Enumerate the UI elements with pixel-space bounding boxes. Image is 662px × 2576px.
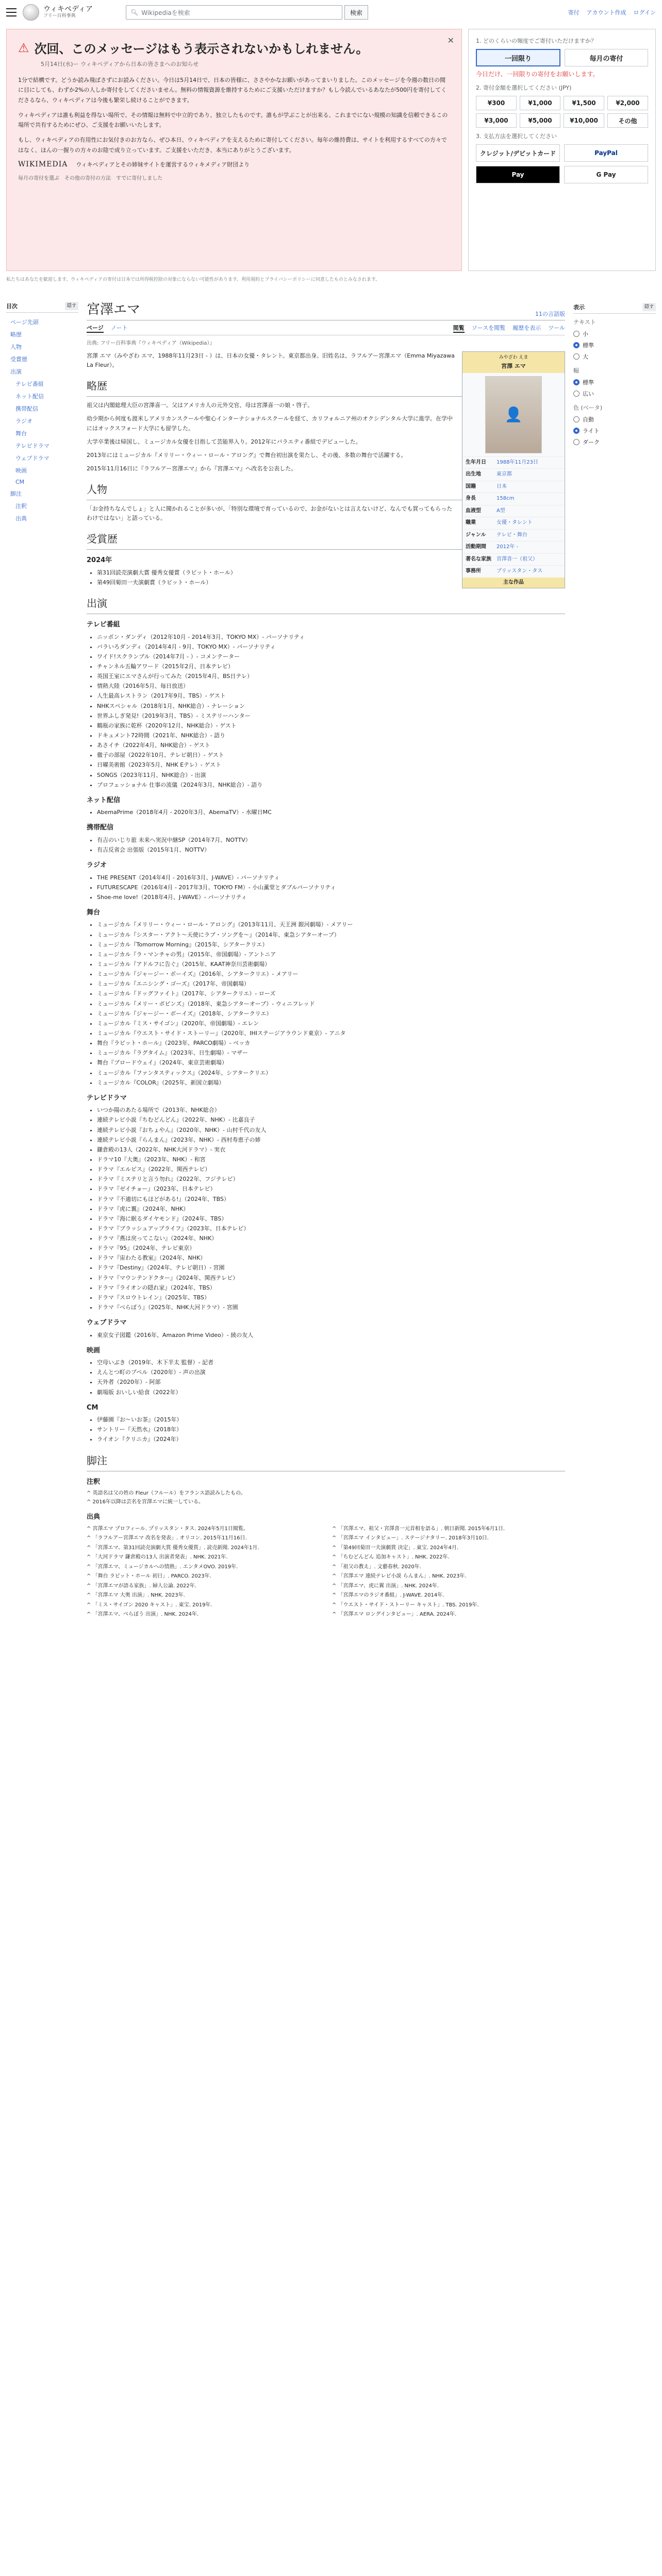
close-icon[interactable]: ✕ [447,36,454,45]
subsection-heading: 出典 [87,1513,101,1521]
article-content [87,351,565,1620]
list-item[interactable]: • ドラマ『不適切にもほどがある!』（2024年、TBS） [97,1195,565,1204]
list-item[interactable]: • 東京女子図鑑（2016年、Amazon Prime Video）- 綾の友人 [97,1331,565,1340]
paragraph: 「お金持ちなんでしょ」と人に聞かれることが多いが、「特別な環境で育っているので、お金がないとは言えないけど、なんでも買ってもらったわけではない」と語っている。 [87,505,453,522]
donation-legal-note: 私たちはあなたを歓迎します。ウィキペディアの寄付は日本では所得税控除の対象にならない可能性があります。利用規約とプライバシーポリシーに同意したものとみなされます。 [6,277,380,282]
toc-hide-button[interactable]: 隠す [65,302,78,310]
radio-small[interactable]: 小 [573,328,656,340]
list-item[interactable]: • ドラマ『マウンテンドクター』（2024年、関西テレビ） [97,1274,565,1283]
reference-item[interactable]: ^ 「舞台 ラビット・ホール 初日」. PARCO. 2023年. [87,1573,211,1579]
width-label: 幅 [573,367,579,374]
list-item[interactable]: • ドラマ10『大奥』（2023年、NHK）- 和宮 [97,1155,565,1164]
list-item[interactable]: • ドキュメント72時間（2021年、NHK総合）- 語り [97,731,565,740]
lead-paragraph: 宮澤 エマ（みやざわ エマ、1988年11月23日 - ）は、日本の女優・タレント。東京都出身。旧姓名は、ラフルアー宮澤エマ（Emma Miyazawa La Fleur）。 [87,352,455,369]
section-heading: 人物 [87,482,565,500]
list-item[interactable]: • ライオン『クリニカ』（2024年） [97,1435,565,1444]
toc-subitem[interactable]: ラジオ [15,418,32,425]
reference-item[interactable]: ^ 「ウエスト・サイド・ストーリー キャスト」. TBS. 2019年. [332,1602,479,1608]
toc-item[interactable]: 人物 [10,344,22,350]
radio-light[interactable]: ライト [573,425,656,436]
fundraising-banner [6,29,462,271]
toc-subitem[interactable]: 映画 [15,467,27,474]
tab-read[interactable]: 閲覧 [453,324,465,333]
list-item[interactable]: • チャンネル五輪アワード（2015年2月、日本テレビ） [97,662,565,671]
frequency-question: 1. どのくらいの頻度でご寄付いただけますか？ [476,38,597,44]
reference-item[interactable]: ^ 「第49回菊田一夫演劇賞 決定」. 東宝. 2024年4月. [332,1545,459,1551]
toc-subitem[interactable]: テレビ番組 [15,381,44,387]
subsection-heading: 舞台 [87,908,101,917]
reference-item[interactable]: ^ 「大河ドラマ 鎌倉殿の13人 出演者発表」. NHK. 2021年. [87,1554,228,1560]
list-item[interactable]: • ドラマ『虎に翼』（2024年、NHK） [97,1205,565,1214]
infobox-value[interactable]: テレビ・舞台 [496,532,527,538]
infobox-key: 職業 [466,520,476,526]
tab-talk[interactable]: ノート [110,325,128,331]
list-item[interactable]: • 徹子の部屋（2022年10月、テレビ朝日）- ゲスト [97,751,565,760]
one-time-note: 今日だけ、一回限りの寄付をお願いします。 [476,71,599,78]
list-item[interactable]: • ミュージカル『Tomorrow Morning』（2015年、シアタークリエ） [97,940,565,950]
list-item[interactable]: • THE PRESENT（2014年4月 - 2016年3月、J-WAVE）- パーソナリティ [97,873,565,883]
tab-page[interactable]: ページ [87,324,104,333]
amount-option[interactable]: ¥2,000 [607,96,648,110]
list-item[interactable]: • Shoe-me love!（2018年4月、J-WAVE）- パーソナリティ [97,893,565,902]
list-item[interactable]: • えんとつ町のプペル（2020年）- 声の出演 [97,1368,565,1377]
banner-paragraph: 1分で結構です。どうか読み飛ばさずにお読みください。今日は5月14日で、日本の皆様に、ささやかなお願いがあってまいりました。このメッセージを今週の数日の間に目にしても、わずか2%の人しか寄付をしてくださいません。無料の情報資源を維持するためにご支援いただけますか？もし今読んでいるあなたが500円を寄付してくださるなら、ウィキペディアは今後も繁栄し続けることができます。 [18,77,447,104]
item-list [87,836,565,855]
infobox-kana: みやざわ えま [499,355,528,360]
list-item[interactable]: • 有吉のいじり旅 未来へ実況中継SP（2014年7月、NOTTV） [97,836,565,845]
infobox-key: 出生地 [466,471,481,478]
toc-item[interactable]: ページ先頭 [10,319,39,326]
appearance-hide-button[interactable]: 隠す [642,303,656,311]
list-item[interactable]: • ドラマ『ミステリと言う勿れ』（2022年、フジテレビ） [97,1175,565,1184]
list-item[interactable]: • 舞台『ブロードウェイ』（2024年、東京芸術劇場） [97,1058,565,1067]
list-item[interactable]: • 鶴瓶の家族に乾杯（2020年12月、NHK総合）- ゲスト [97,721,565,731]
list-item[interactable]: • 人生最高レストラン（2017年9月、TBS）- ゲスト [97,691,565,701]
reference-item[interactable]: ^ 「宮澤エマ、虎に翼 出演」. NHK. 2024年. [332,1583,439,1589]
radio-dark[interactable]: ダーク [573,436,656,448]
list-item[interactable]: • ドラマ『海に眠るダイヤモンド』（2024年、TBS） [97,1214,565,1224]
infobox-row [462,553,565,566]
appearance-sidebar [573,299,656,448]
wikimedia-logo: WIKIMEDIA [18,160,68,168]
list-item[interactable]: • バラいろダンディ（2014年4月 - 9月、TOKYO MX）- パーソナリティ [97,642,565,652]
donate-panel [468,29,656,271]
list-item[interactable]: • ドラマ『宙わたる教室』（2024年、NHK） [97,1253,565,1263]
infobox-row [462,517,565,529]
infobox-key: 生年月日 [466,459,486,465]
list-item[interactable]: • 英国王室にエマさんが行ってみた（2015年4月、BS日テレ） [97,672,565,681]
article [87,299,565,1620]
list-item[interactable]: • ミュージカル『ジャージー・ボーイズ』（2016年、シアタークリエ）- メアリー [97,970,565,979]
list-item[interactable]: • ドラマ『燕は戻ってこない』（2024年、NHK） [97,1234,565,1243]
one-time-option[interactable]: 一回限り [476,49,560,66]
site-logo[interactable] [23,4,115,21]
radio-width-wide[interactable]: 広い [573,388,656,399]
list-item[interactable]: • 空母いぶき（2019年、木下半太 監督）- 記者 [97,1358,565,1367]
search-input[interactable] [126,5,342,20]
wikipedia-globe-icon [23,4,39,21]
paypal-button[interactable]: PayPal [564,144,648,162]
tab-view-source[interactable]: ソースを閲覧 [471,325,506,331]
infobox-value[interactable]: A型 [496,507,505,514]
banner-title: 次回、このメッセージはもう表示されないかもしれません。 [34,42,369,56]
toc-subitem[interactable]: CM [15,479,25,485]
subsection-heading: ラジオ [87,861,107,870]
list-item[interactable]: • ドラマ『ブラッシュアップライフ』（2023年、日本テレビ） [97,1224,565,1233]
toc-subitem[interactable]: ウェブドラマ [15,455,49,462]
hamburger-menu-icon[interactable] [6,8,16,16]
page-title: 宮澤エマ [87,302,141,317]
subsection-heading: CM [87,1403,98,1412]
donate-link[interactable]: 寄付 [568,9,580,16]
item-list [87,873,565,902]
reference-item[interactable]: ^ 「宮澤エマのラジオ番組」. J-WAVE. 2014年. [332,1592,444,1598]
list-item[interactable]: • ワイド!スクランブル（2014年7月 - ）- コメンテーター [97,652,565,662]
list-item[interactable]: • 連続テレビ小説『ちむどんどん』（2022年、NHK）- 比嘉良子 [97,1115,565,1125]
infobox-key: 事務所 [466,568,481,574]
paragraph: 大学卒業後は帰国し、ミュージカル女優を目指して芸能界入り。2012年にバラエティ番組でデビューした。 [87,438,361,445]
toc-subitem[interactable]: 携帯配信 [15,405,38,412]
list-item[interactable]: • 連続テレビ小説『らんまん』（2023年、NHK）- 西村寿恵子の姉 [97,1136,565,1145]
list-item[interactable]: • NHKスペシャル（2018年1月、NHK総合）- ナレーション [97,702,565,711]
reference-item[interactable]: ^ 「ラフルアー宮澤エマ 改名を発表」. オリコン. 2015年11月16日. [87,1535,247,1541]
amount-option[interactable]: ¥1,500 [564,96,604,110]
search-icon: 🔍︎ [130,9,139,16]
list-item[interactable]: • ドラマ『エルピス』（2022年、関西テレビ） [97,1165,565,1174]
toc-subitem[interactable]: ネット配信 [15,393,44,400]
item-list [87,920,565,1087]
alert-icon: ⚠ [18,40,29,55]
list-item[interactable]: • ドラマ『スロウトレイン』（2025年、TBS） [97,1293,565,1302]
list-item[interactable]: • ミュージカル『ラ・マンチャの男』（2015年、帝国劇場）- アントニア [97,950,565,959]
infobox-row [462,529,565,541]
list-item[interactable]: • あさイチ（2022年4月、NHK総合）- ゲスト [97,741,565,750]
toc-item[interactable]: 出演 [10,368,22,375]
list-item[interactable]: • プロフェッショナル 仕事の流儀（2024年3月、NHK総合）- 語り [97,781,565,790]
infobox-value[interactable]: 東京都 [496,471,512,478]
list-item[interactable]: • ミュージカル『メリー・ポピンズ』（2018年、東急シアターオーブ）- ウィニフレッド [97,999,565,1009]
list-item[interactable]: • ニッポン・ダンディ（2012年10月 - 2014年3月、TOKYO MX）- パーソナリティ [97,633,565,642]
toc-item[interactable]: 脚注 [10,490,22,497]
search-placeholder: Wikipediaを検索 [141,9,190,16]
list-item[interactable]: • ドラマ『ライオンの隠れ家』（2024年、TBS） [97,1283,565,1293]
list-item[interactable]: • ミュージカル『アドルフに告ぐ』（2015年、KAAT神奈川芸術劇場） [97,960,565,969]
amount-option[interactable]: ¥5,000 [520,113,560,128]
infobox-value[interactable]: 2012年 - [496,544,519,550]
top-header [0,0,662,25]
reference-item[interactable]: ^ 「ミス・サイゴン 2020 キャスト」. 東宝. 2019年. [87,1602,212,1608]
list-item[interactable]: • 劇場版 おいしい給食（2022年） [97,1388,565,1397]
list-item[interactable]: • ミュージカル『シスター・アクト〜天使にラブ・ソングを〜』（2014年、東急シアターオーブ） [97,930,565,940]
item-list [87,808,565,817]
infobox-key: ジャンル [466,532,486,538]
list-item[interactable]: • 第31回読売演劇大賞 優秀女優賞（ラビット・ホール） [97,568,565,578]
radio-width-standard[interactable]: 標準 [573,377,656,388]
item-list [87,1358,565,1397]
list-item[interactable]: • 舞台『ラビット・ホール』（2023年、PARCO劇場）- ベッカ [97,1039,565,1048]
paragraph: 祖父は内閣総理大臣の宮澤喜一。父はアメリカ人の元外交官、母は宮澤喜一の娘・啓子。 [87,402,313,409]
language-button[interactable]: 11の言語版 [535,311,565,317]
color-label: 色 (ベータ) [573,404,603,411]
paragraph: 2013年にはミュージカル『メリリー・ウィー・ロール・アロング』で舞台初出演を果たし、その後、多数の舞台で活躍する。 [87,451,407,459]
infobox-key: 活動期間 [466,544,486,550]
list-item[interactable]: • 伊藤園『お〜いお茶』（2015年） [97,1415,565,1425]
list-item[interactable]: • 情熱大陸（2016年5月、毎日放送） [97,682,565,691]
radio-auto[interactable]: 自動 [573,414,656,425]
section-heading: 略歴 [87,378,565,397]
list-item[interactable]: • SONGS（2023年11月、NHK総合）- 出演 [97,771,565,780]
amount-other-option[interactable]: その他 [607,113,648,128]
search-button[interactable]: 検索 [344,5,368,20]
reference-item[interactable]: ^ 「宮澤エマ、祖父・宮澤喜一元首相を語る」. 朝日新聞. 2015年6月1日. [332,1526,505,1532]
amount-question: 2. 寄付金額を選択してください (JPY) [476,84,572,91]
infobox-value[interactable]: 1988年11月23日 [496,459,538,465]
reference-item[interactable]: ^ 「祖父の教え」. 文藝春秋. 2020年. [332,1564,421,1570]
list-item[interactable]: • 連続テレビ小説『おちょやん』（2020年、NHK）- 山村千代の友人 [97,1126,565,1135]
subsection-heading: 2024年 [87,556,112,565]
monthly-option[interactable]: 毎月の寄付 [565,49,648,66]
radio-standard[interactable]: 標準 [573,340,656,351]
subsection-heading: テレビ番組 [87,621,120,629]
infobox-row [462,456,565,469]
list-item[interactable]: • ミュージカル『ミス・サイゴン』（2020年、帝国劇場）- エレン [97,1019,565,1028]
amount-option[interactable]: ¥300 [476,96,517,110]
infobox-row [462,565,565,578]
page-tabs [87,324,565,335]
infobox-row [462,481,565,493]
banner-logo-note: ウィキペディアとその姉妹サイトを運営するウィキメディア財団より [76,161,250,168]
infobox-row [462,468,565,481]
infobox-value[interactable]: 日本 [496,483,507,489]
subsection-heading: 注釈 [87,1478,101,1486]
subsection-heading: ネット配信 [87,796,121,804]
infobox-key: 血液型 [466,507,481,514]
card-payment-button[interactable]: クレジット/デビットカード [476,144,560,162]
list-item[interactable]: • ドラマ『ゼイチョー』（2023年、日本テレビ） [97,1184,565,1194]
site-tagline: フリー百科事典 [43,13,76,19]
list-item[interactable]: • サントリー『天然水』（2018年） [97,1425,565,1434]
toc-subitem[interactable]: 出典 [15,515,27,522]
section-heading: 脚注 [87,1453,565,1471]
infobox-works-heading: 主な作品 [462,578,565,588]
banner-subtitle: 5月14日(水)ー ウィキペディアから日本の皆さまへのお知らせ [41,61,199,67]
infobox-value[interactable]: 宮澤喜一（祖父） [496,556,538,562]
tab-history[interactable]: 履歴を表示 [512,325,541,331]
paragraph: 2015年11月16日に『ラフルアー宮澤エマ』から『宮澤エマ』へ改名を公表した。 [87,465,297,472]
reference-item[interactable]: ^ 宮澤エマ プロフィール. プリッスタン・タス. 2024年5月1日閲覧。 [87,1526,249,1532]
reference-item[interactable]: ^ 「宮澤エマ、第31回読売演劇大賞 優秀女優賞」. 読売新聞. 2024年1月. [87,1545,259,1551]
google-pay-button[interactable]: G Pay [564,166,648,183]
user-links [568,8,656,16]
subsection-heading: 携帯配信 [87,824,114,832]
section-heading: 受賞歴 [87,531,565,550]
reference-item[interactable]: ^ 「宮澤エマ、ミュージカルへの情熱」. エンタメOVO. 2019年. [87,1564,238,1570]
section-heading: 出演 [87,596,565,614]
apple-pay-button[interactable]: Pay [476,166,560,183]
list-item[interactable]: • 天外者（2020年）- 阿部 [97,1378,565,1387]
reference-item[interactable]: ^ 「ちむどんどん 追加キャスト」. NHK. 2022年. [332,1554,450,1560]
reference-item[interactable]: ^ 「宮澤エマ 連続テレビ小説 らんまん」. NHK. 2023年. [332,1573,467,1579]
list-item[interactable]: • ドラマ『Destiny』（2024年、テレビ朝日）- 宮園 [97,1263,565,1273]
infobox-row [462,493,565,505]
reference-item[interactable]: ^ 「宮澤エマ、べらぼう 出演」. NHK. 2024年. [87,1612,199,1617]
list-item[interactable]: • 有吉反省会 出張版（2015年1月、NOTTV） [97,845,565,855]
banner-links[interactable]: 毎月の寄付を選ぶ その他の寄付の方法 すでに寄付しました [18,175,163,181]
item-list [87,1415,565,1444]
infobox [462,351,565,588]
infobox-key: 国籍 [466,483,476,489]
tab-tools[interactable]: ツール [548,325,565,331]
appearance-heading: 表示 [573,304,585,311]
note-item: ^ 2016年以降は芸名を宮澤エマに統一している。 [87,1499,204,1505]
subsection-heading: ウェブドラマ [87,1319,127,1327]
banner-paragraph: もし、ウィキペディアの有用性にお気付きのお方なら、ぜひ本日、ウィキペディアを支えるために寄付してください。毎年の維持費は、サイトを利用するすべての方々ではなく、ほんの一握りの方々のお陰で成り立っています。ご支援をいただき、本当にありがとうございます。 [18,137,447,154]
toc-sidebar [6,299,78,524]
reference-item[interactable]: ^ 「宮澤エマ 大奥 出演」. NHK. 2023年. [87,1592,185,1598]
list-item[interactable]: • ミュージカル『ウエスト・サイド・ストーリー』（2020年、IHIステージアラウンド東京）- アニタ [97,1029,565,1038]
list-item[interactable]: • ミュージカル『ジャージー・ボーイズ』（2018年、シアタークリエ） [97,1009,565,1019]
list-item[interactable]: • 第49回菊田一夫演劇賞（ラビット・ホール） [97,578,565,587]
create-account-link[interactable]: アカウント作成 [586,9,626,16]
method-question: 3. 支払方法を選択してください [476,133,557,140]
login-link[interactable]: ログイン [633,9,656,16]
list-item[interactable]: • ドラマ『べらぼう』（2025年、NHK大河ドラマ）- 宮園 [97,1303,565,1312]
paragraph: 幼少期から何度も渡米しアメリカンスクールや聖心インターナショナルスクールを経て、カリフォルニア州のオクシデンタル大学に進学。在学中にはオックスフォード大学にも留学した。 [87,415,453,432]
banner-paragraph: ウィキペディアは誰も利益を得ない場所で、その情報は無料で中立的であり、独立したものです。誰もが学ぶことが出来る、これまでにない規模の知識を信頼できるこの場所で共有するためにぜひ、ご支援をお願いいたします。 [18,111,448,128]
reference-item[interactable]: ^ 「宮澤エマ インタビュー」. ステージナタリー. 2018年3月10日. [332,1535,489,1541]
infobox-value[interactable]: 158cm [496,496,515,502]
subsection-heading: テレビドラマ [87,1094,127,1102]
list-item[interactable]: • ミュージカル『ドッグファイト』（2017年、シアタークリエ）- ローズ [97,989,565,998]
site-name: ウィキペディア [43,5,93,14]
reference-item[interactable]: ^ 「宮澤エマが語る家族」. 婦人公論. 2022年. [87,1583,196,1589]
toc-heading: 目次 [6,303,18,310]
infobox-value[interactable]: プリッスタン・タス [496,568,543,574]
infobox-row [462,541,565,553]
infobox-key: 身長 [466,496,476,502]
infobox-value[interactable]: 女優・タレント [496,520,533,526]
item-list [87,633,565,790]
list-item[interactable]: • 日曜美術館（2023年5月、NHK Eテレ）- ゲスト [97,760,565,770]
portrait-image[interactable]: 👤 [485,376,542,453]
note-item: ^ 英語名は父の姓の Fleur（フルール）をフランス語読みしたもの。 [87,1490,246,1497]
toc-item[interactable]: 略歴 [10,331,22,338]
amount-option[interactable]: ¥10,000 [564,113,604,128]
infobox-row [462,505,565,517]
toc-subitem[interactable]: テレビドラマ [15,443,49,449]
list-item[interactable]: • ドラマ『95』（2024年、テレビ東京） [97,1244,565,1253]
text-size-label: テキスト [573,319,596,326]
list-item[interactable]: • AbemaPrime（2018年4月 - 2020年3月、AbemaTV）- 水曜日MC [97,808,565,817]
toc-subitem[interactable]: 注釈 [15,503,27,510]
list-item[interactable]: • ミュージカル『ラグタイム』（2023年、日生劇場）- マザー [97,1048,565,1058]
subsection-heading: 映画 [87,1346,101,1354]
list-item[interactable]: • ミュージカル『メリリー・ウィー・ロール・アロング』（2013年11月、天王洲 銀河劇場）- メアリー [97,920,565,929]
list-item[interactable]: • ミュージカル『ファンタスティックス』（2024年、シアタークリエ） [97,1069,565,1078]
infobox-name: 宮澤 エマ [501,362,526,369]
item-list [87,1331,565,1340]
amount-option[interactable]: ¥3,000 [476,113,517,128]
amount-option[interactable]: ¥1,000 [520,96,560,110]
toc-subitem[interactable]: 舞台 [15,430,27,437]
list-item[interactable]: • 鎌倉殿の13人（2022年、NHK大河ドラマ）- 実衣 [97,1145,565,1155]
list-item[interactable]: • ミュージカル『COLOR』（2025年、新国立劇場） [97,1078,565,1088]
source-line: 出典: フリー百科事典『ウィキペディア（Wikipedia）』 [87,341,215,346]
list-item[interactable]: • いつか陽のあたる場所で（2013年、NHK総合） [97,1106,565,1115]
toc-item[interactable]: 受賞歴 [10,356,27,363]
reference-item[interactable]: ^ 「宮澤エマ ロングインタビュー」. AERA. 2024年. [332,1612,457,1617]
list-item[interactable]: • 世界ふしぎ発見!（2019年3月、TBS）- ミステリーハンター [97,711,565,721]
list-item[interactable]: • FUTURESCAPE（2016年4月 - 2017年3月、TOKYO FM）- 小山薫堂とダブルパーソナリティ [97,883,565,892]
item-list [87,1106,565,1312]
infobox-key: 著名な家族 [466,556,491,562]
radio-large[interactable]: 大 [573,351,656,362]
list-item[interactable]: • ミュージカル『エニシング・ゴーズ』（2017年、帝国劇場） [97,979,565,989]
